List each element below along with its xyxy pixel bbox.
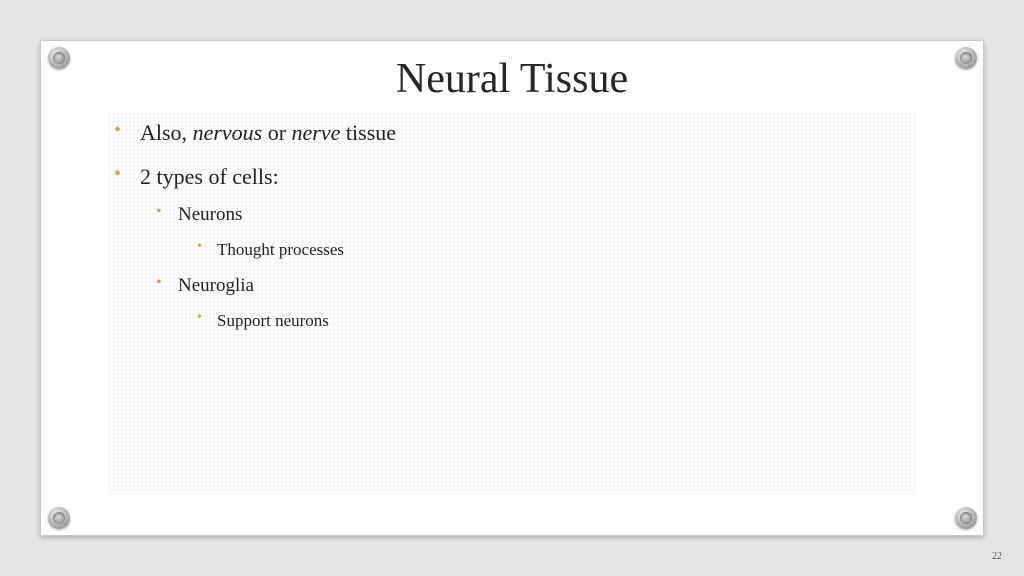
- bullet-text: Support neurons: [217, 311, 329, 330]
- bullet-dot-icon: •: [114, 163, 122, 185]
- bullet-two-types: [114, 163, 279, 190]
- bullet-text-or: or: [262, 120, 292, 145]
- bullet-dot-icon: •: [197, 239, 202, 254]
- bullet-also-nervous: [114, 119, 397, 146]
- bullet-text-nerve: nerve: [291, 120, 341, 145]
- bullet-text: Neurons: [178, 204, 243, 225]
- bullet-neurons: [156, 203, 243, 226]
- bullet-neuroglia: [156, 274, 254, 297]
- bullet-text: 2 types of cells:: [140, 164, 279, 189]
- bullet-text-prefix: Also,: [140, 120, 193, 145]
- screw-icon-bottom-left: [48, 507, 70, 529]
- bullet-dot-icon: •: [156, 203, 162, 220]
- bullet-text: Neuroglia: [178, 275, 254, 296]
- bullet-text-nervous: nervous: [192, 120, 263, 145]
- bullet-support-neurons: [197, 310, 329, 331]
- slide-title: Neural Tissue: [395, 56, 629, 102]
- bullet-dot-icon: •: [197, 310, 202, 325]
- bullet-text-tissue: tissue: [340, 120, 397, 145]
- screw-icon-bottom-right: [955, 507, 977, 529]
- bullet-thought-processes: [197, 239, 345, 260]
- bullet-text: Thought processes: [217, 240, 345, 259]
- bullet-dot-icon: •: [114, 119, 122, 141]
- bullet-dot-icon: •: [156, 274, 162, 291]
- page-number: 22: [992, 551, 1002, 562]
